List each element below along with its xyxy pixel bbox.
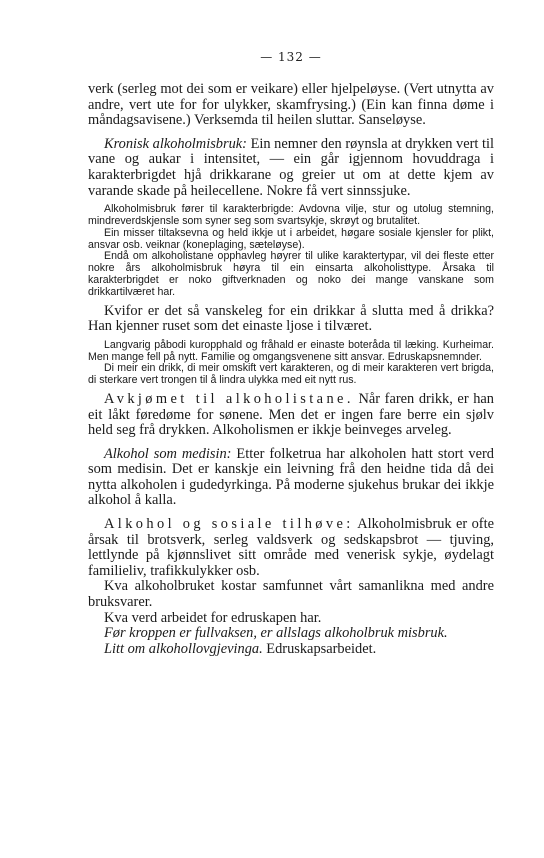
italic-sentence: Før kroppen er fullvaksen, er allslags alkoholbruk misbruk. [104,625,448,642]
section-heading: Kronisk alkoholmisbruk: [104,135,247,152]
paragraph-value: Kva verd arbeidet for edruskapen har. [104,609,322,626]
paragraph-cost: Kva alkoholbruket kostar samfunnet vårt samanlikna med andre bruksvarer. [88,578,494,611]
paragraph-text: Når faren drikk, er han eit låkt føredøme for sønene. Men det er ingen fare berre ein sjølv held seg frå drykken. Alkoholismen er ikkje beinveges arveleg. [88,390,495,439]
page-number: — 132 — [260,50,322,64]
paragraph-misuse [88,626,494,642]
paragraph-legislation [88,642,494,658]
paragraph-medicine [88,447,494,509]
paragraph-text: Edruskapsarbeidet. [262,640,377,657]
paragraph-text: Alkoholmisbruk er ofte årsak til brotsverk, serleg valdsverk og sedskapsbrot — tjuving, lettlynde på kjønnslivet sitt område med venerisk sykje, øydelagt familieliv, trafikkulykker osb. [88,516,494,579]
note-4: Langvarig påbodi kuropphald og fråhald er einaste boteråda til læking. Kurheimar. Men mange fell på nytt. Familie og omgangsvenene sitt ansvar. Edruskapsnemnder. [88,338,494,363]
note-1: Alkoholmisbruk fører til karakterbrigde: Avdovna vilje, stur og utolug stemning, mindreverdskjensle som syner seg som svartsykje, skrøyt og brutalitet. [88,203,494,227]
section-heading: Avkjømet til alkoholistane. [104,390,354,407]
note-3: Endå om alkoholistane opphavleg høyrer til ulike karaktertypar, vil dei fleste etter nokre års alkoholmisbruk høyra til ein einsarta alkoholisttype. Årsaka til karakterbrigdet er noko giftverknaden og noko dei mange vanskane som drikkartilværet har. [88,250,494,298]
note-5: Di meir ein drikk, di meir omskift vert karakteren, og di meir karakteren vert brigda, di sterkare vert trongen til å lindra ulykka med eit nytt rus. [88,362,494,387]
paragraph-chronic-abuse [88,137,494,199]
paragraph-1: verk (serleg mot dei som er veikare) eller hjelpeløyse. (Vert utnytta av andre, vert ute for for ulykker, skamfrysing.) (Ein kan finna døme i måndagsavisene.) Verksemda til heilen sluttar. Sanseløyse. [88,81,494,129]
section-heading: Alkohol som medisin: [104,445,232,462]
paragraph-offspring [88,392,494,439]
note-2: Ein misser tiltaksevna og held ikkje ut i arbeidet, høgare sosiale kjensler for plikt, ansvar osb. veiknar (koneplaging, sæteløyse). [88,226,494,251]
paragraph-text: Etter folketrua har alkoholen hatt stort verd som medisin. Det er kanskje ein leivning frå den heidne tida då dei nytta alkoholen i gudedyrkinga. På moderne sjukehus brukar dei ikkje alkohol å kalla. [88,445,495,509]
section-heading: Litt om alkohollovgjevinga. [104,640,263,657]
paragraph-3: Kvifor er det så vanskeleg for ein drikkar å slutta med å drikka? Han kjenner ruset som det einaste ljose i tilværet. [88,302,494,335]
paragraph-social [88,517,494,579]
section-heading: Alkohol og sosiale tilhøve: [104,516,354,533]
paragraph-text: Ein nemner den røynsla at drykken vert til vane og aukar i intensitet, — ein går igjennom hovuddraga i karakterbrigdet hjå drikkarane og greier ut om at dette kjem av varande skade på heilecellene. Nokre få vert sinnssjuke. [88,135,495,199]
